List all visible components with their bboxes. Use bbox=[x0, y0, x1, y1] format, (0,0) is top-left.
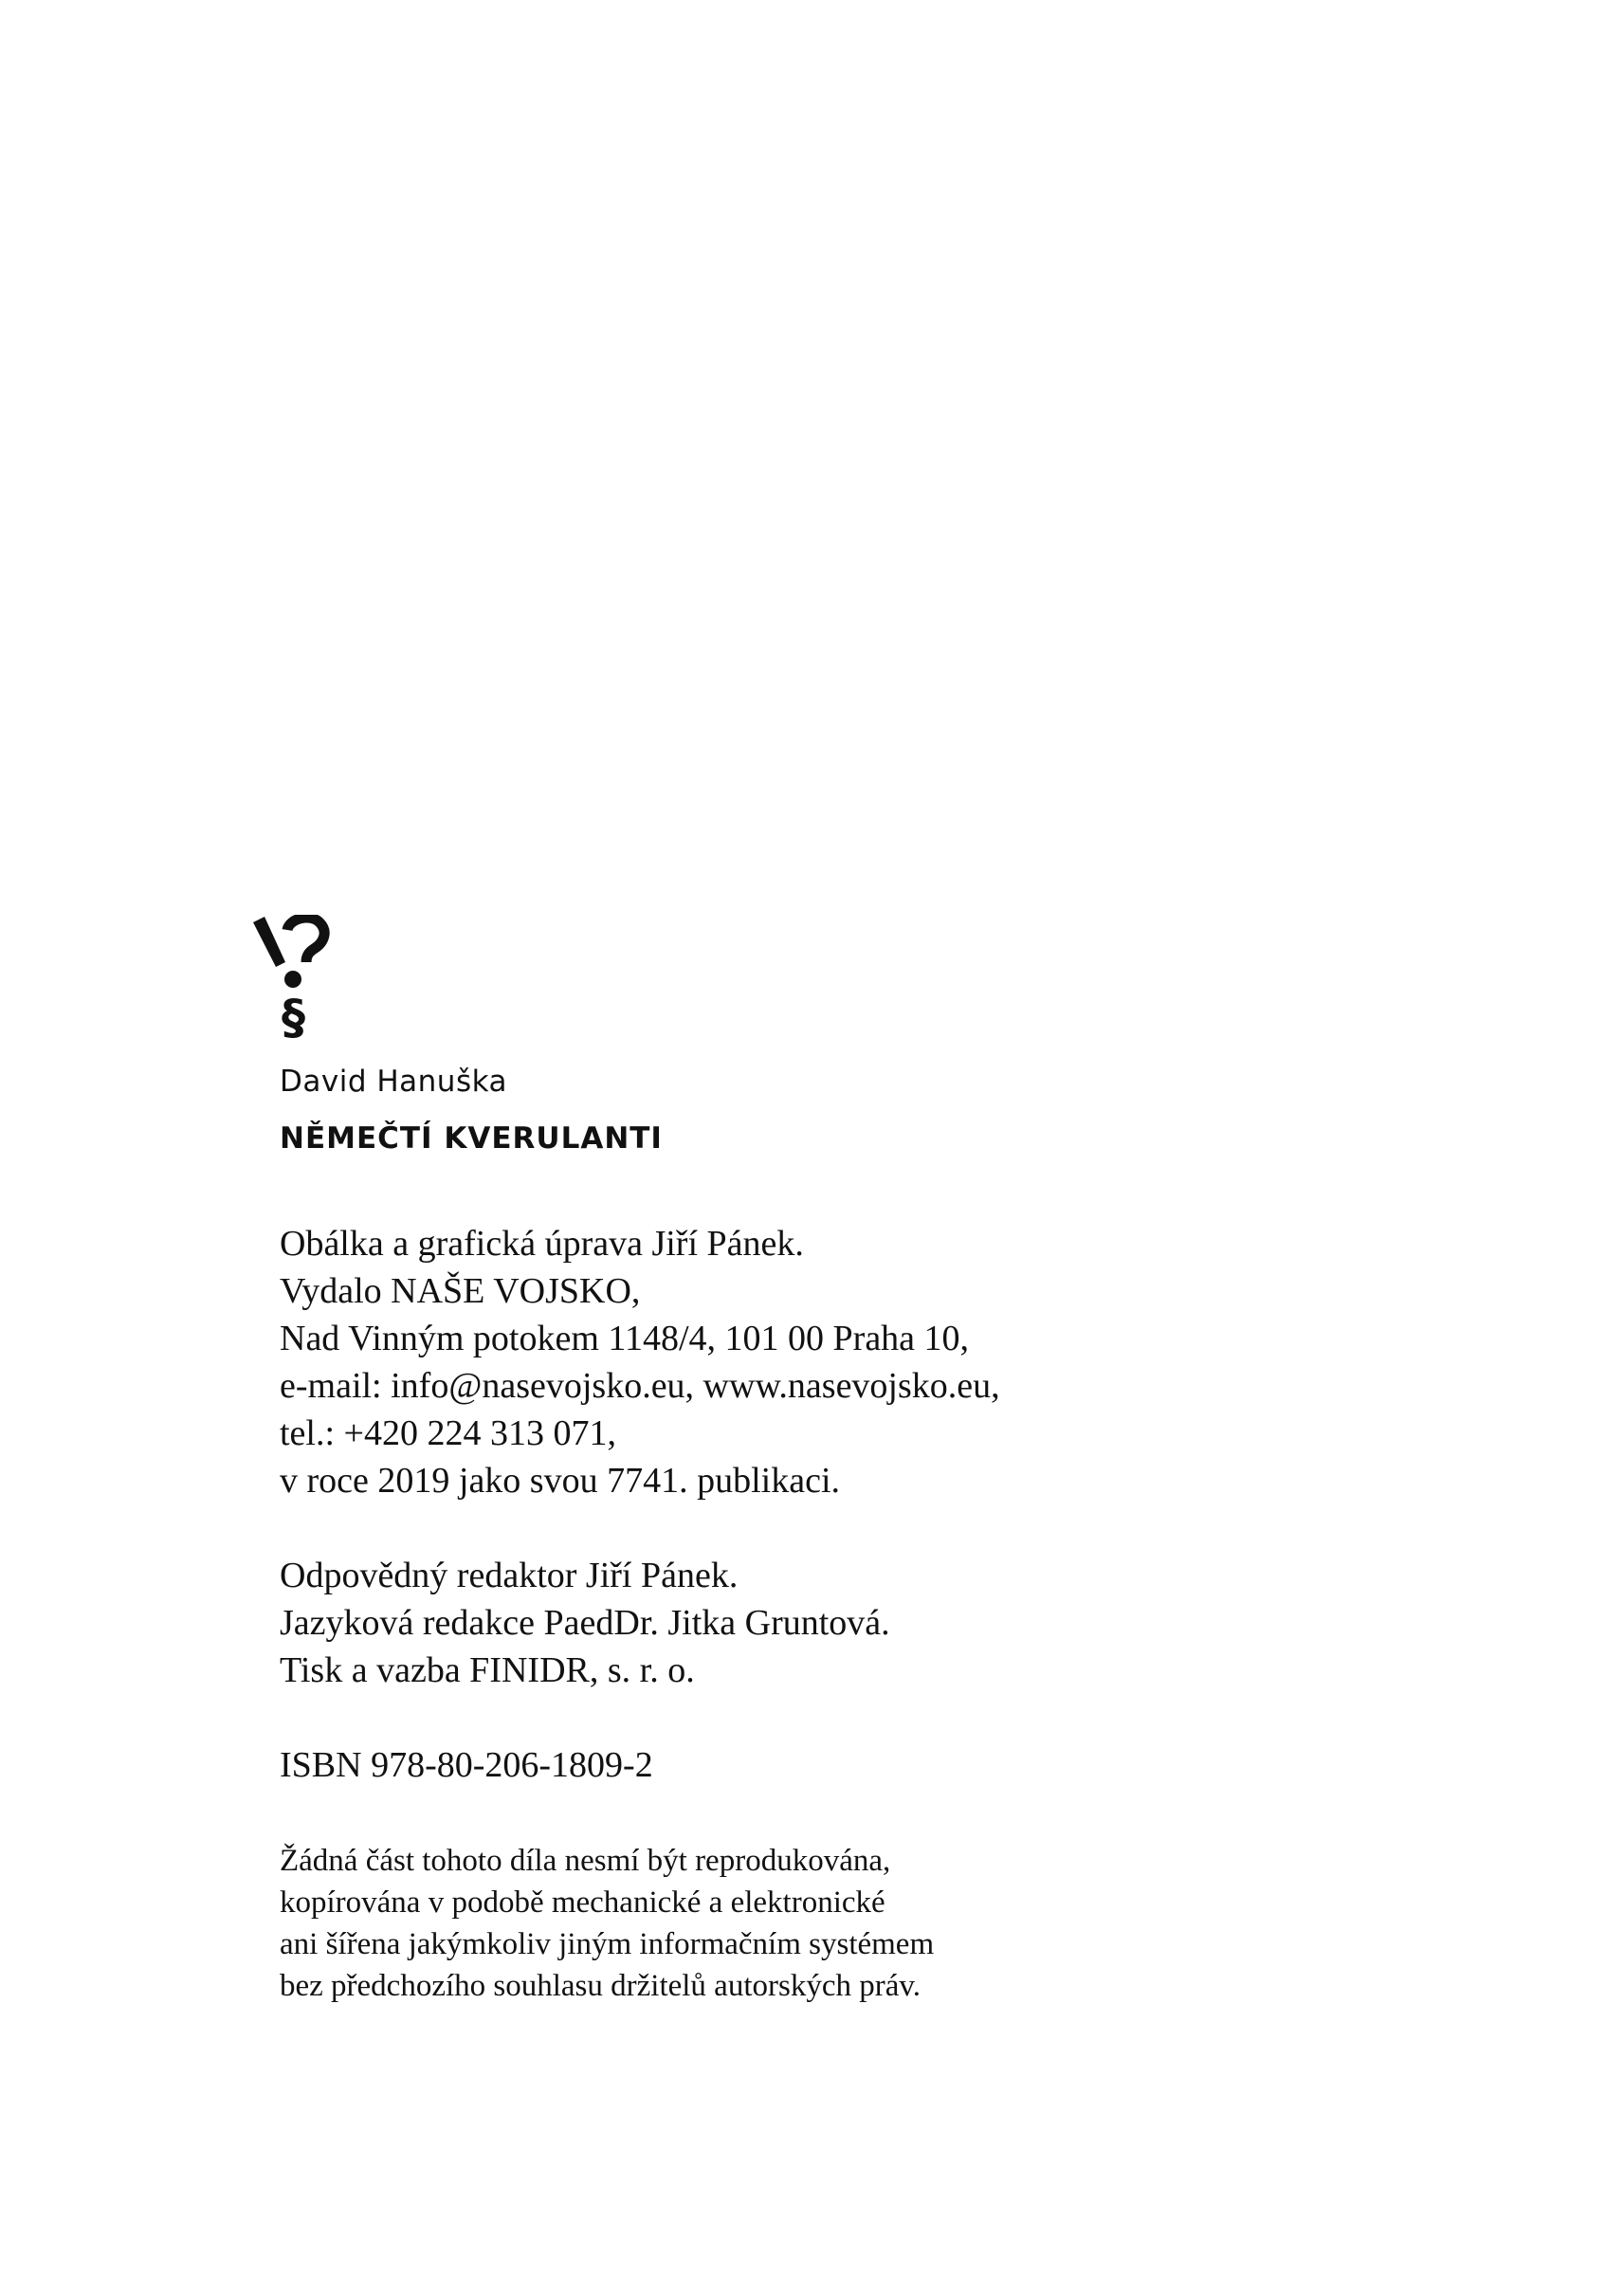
publisher-logo-icon bbox=[251, 915, 337, 1038]
imprint-line: Vydalo NAŠE VOJSKO, bbox=[280, 1271, 641, 1311]
imprint-paragraph bbox=[280, 1220, 1370, 1504]
imprint-line: v roce 2019 jako svou 7741. publikaci. bbox=[280, 1461, 841, 1501]
imprint-line: e-mail: info@nasevojsko.eu, www.nasevojsko.eu, bbox=[280, 1366, 1000, 1406]
notice-line: bez předchozího souhlasu držitelů autorských práv. bbox=[280, 1969, 921, 2003]
colophon-block bbox=[280, 915, 1370, 2007]
notice-line: kopírována v podobě mechanické a elektronické bbox=[280, 1885, 885, 1920]
author-name: David Hanuška bbox=[280, 1065, 508, 1099]
editorial-line: Tisk a vazba FINIDR, s. r. o. bbox=[280, 1650, 695, 1690]
svg-text:§: § bbox=[282, 990, 305, 1038]
isbn: ISBN 978-80-206-1809-2 bbox=[280, 1745, 653, 1785]
editorial-paragraph bbox=[280, 1552, 1370, 1694]
book-title: NĚMEČTÍ KVERULANTI bbox=[280, 1121, 663, 1156]
imprint-line: tel.: +420 224 313 071, bbox=[280, 1413, 616, 1453]
imprint-line: Nad Vinným potokem 1148/4, 101 00 Praha 10, bbox=[280, 1319, 970, 1358]
notice-line: ani šířena jakýmkoliv jiným informačním systémem bbox=[280, 1927, 935, 1961]
copyright-notice bbox=[280, 1840, 1370, 2007]
editorial-line: Jazyková redakce PaedDr. Jitka Gruntová. bbox=[280, 1603, 890, 1643]
imprint-line: Obálka a grafická úprava Jiří Pánek. bbox=[280, 1224, 804, 1264]
notice-line: Žádná část tohoto díla nesmí být reprodukována, bbox=[280, 1844, 891, 1878]
editorial-line: Odpovědný redaktor Jiří Pánek. bbox=[280, 1556, 739, 1595]
